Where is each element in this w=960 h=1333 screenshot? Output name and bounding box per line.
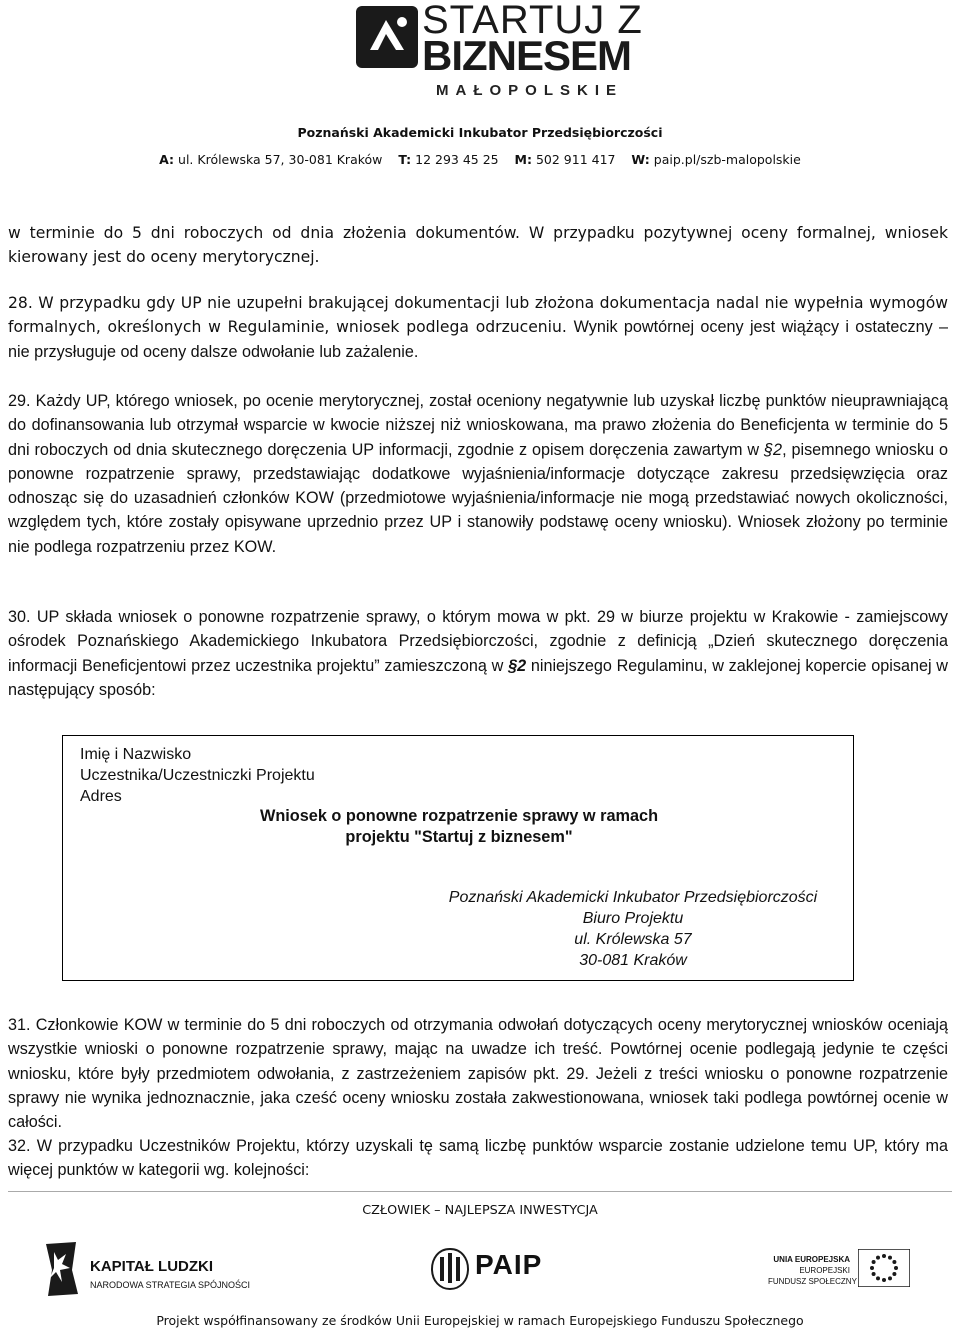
- eu-fund-logo: [768, 1245, 913, 1300]
- startup-logo-icon: [356, 6, 418, 68]
- paip-logo: [430, 1245, 543, 1295]
- kapital-ludzki-flag-icon: [42, 1240, 82, 1298]
- footer-slogan: CZŁOWIEK – NAJLEPSZA INWESTYCJA: [362, 1203, 598, 1218]
- envelope-recipient-office: Biuro Projektu: [582, 910, 684, 927]
- paragraph-31: 31. Członkowie KOW w terminie do 5 dni roboczych od otrzymania odwołań dotyczących oceny merytorycznej wniosków oceniają wszystkie wnioski o ponowne rozpatrzenie sprawy, mając na uwadze ich treść. Powtórnej ocenie podlegają jedynie te części wniosku, które były przedmiotem odwołania, z zastrzeżeniem zapisów pkt. 29. Jeżeli z treści wniosku o ponowne rozpatrzenie sprawy nie wynika jednoznacznie, jaka cześć oceny wniosku została zakwestionowana, wniosek taki podlega powtórnej ocenie w całości.: [8, 1016, 948, 1132]
- paragraph-30-text-end: niniejszego Regulaminu, w zaklejonej kopercie opisanej w następujący sposób:: [8, 656, 948, 699]
- eu-line-1: UNIA EUROPEJSKA: [773, 1255, 850, 1264]
- envelope-recipient-org: Poznański Akademicki Inkubator Przedsiębiorczości: [448, 889, 818, 906]
- logo-subtitle: MAŁOPOLSKIE: [436, 82, 624, 99]
- envelope-template-box: [62, 735, 854, 981]
- envelope-title-line-1: Wniosek o ponowne rozpatrzenie sprawy w ramach: [259, 807, 659, 825]
- paip-wordmark: PAIP: [475, 1249, 543, 1280]
- paragraph-29-text: 29. Każdy UP, którego wniosek, po ocenie merytorycznej, został oceniony negatywnie lub uzyskał liczbę punktów nieuprawniającą do dofinansowania lub otrzymał wsparcie w kwocie niższej niż wnioskowana, ma prawo złożenia do Beneficjenta w terminie do 5 dni roboczych od dnia skutecznego doręczenia UP informacji, zgodnie z opisem doręczenia zawartym w: [8, 392, 948, 459]
- startuj-z-biznesem-logo: [356, 0, 643, 100]
- web-link[interactable]: paip.pl/szb-malopolskie: [649, 152, 801, 167]
- eu-line-2: EUROPEJSKI: [799, 1266, 850, 1275]
- kapital-ludzki-title: KAPITAŁ LUDZKI: [90, 1258, 214, 1275]
- paragraph-30: [8, 605, 948, 702]
- address-value: ul. Królewska 57, 30-081 Kraków: [174, 152, 383, 167]
- footer-cofinancing-note: Projekt współfinansowany ze środków Unii Europejskiej w ramach Europejskiego Funduszu Społecznego: [156, 1313, 804, 1328]
- paip-emblem-icon: [430, 1247, 470, 1291]
- paragraph-29-ref: §2: [764, 440, 783, 459]
- logo-line-2: BIZNESEM: [422, 32, 632, 79]
- paragraph-30-ref: §2: [508, 656, 527, 675]
- address-label: A:: [159, 152, 175, 167]
- envelope-sender-role: Uczestnika/Uczestniczki Projektu: [80, 767, 315, 784]
- kapital-ludzki-logo: [42, 1240, 251, 1300]
- header-organization: Poznański Akademicki Inkubator Przedsiębiorczości: [297, 125, 663, 140]
- web-label: W:: [631, 152, 650, 167]
- eu-line-3: FUNDUSZ SPOŁECZNY: [768, 1277, 857, 1286]
- kapital-ludzki-subtitle: NARODOWA STRATEGIA SPÓJNOŚCI: [90, 1280, 251, 1290]
- envelope-recipient-street: ul. Królewska 57: [574, 931, 692, 948]
- paragraph-29-text-end: , pisemnego wniosku o ponowne rozpatrzenie sprawy, przedstawiając dodatkowe wyjaśnienia/informacje dotyczące zakresu przedsięwzięcia oraz odnosząc się do uzasadnień członków KOW (przedmiotowe wyjaśnienia/informacje nie mogą przedstawiać nowych okoliczności, względem tych, które zostały opisywane uprzednio przez UP i stanowiły podstawę oceny wniosku). Wniosek złożony po terminie nie podlega rozpatrzeniu przez KOW.: [8, 440, 948, 556]
- paragraph-30-text: 30. UP składa wniosek o ponowne rozpatrzenie sprawy, o którym mowa w pkt. 29 w biurze projektu w Krakowie - zamiejscowy ośrodek Poznańskiego Akademickiego Inkubatora Przedsiębiorczości, zgodnie z definicją „Dzień skutecznego doręczenia informacji Beneficjentowi przez uczestnika projektu” zamieszczoną w: [8, 608, 948, 675]
- paragraph-28: [8, 291, 948, 364]
- envelope-sender-name: Imię i Nazwisko: [80, 746, 192, 763]
- paragraph-29: [8, 389, 948, 559]
- mobile-value: 502 911 417: [532, 152, 616, 167]
- paragraph-32: 32. W przypadku Uczestników Projektu, którzy uzyskali tę samą liczbę punktów wsparcie zostanie udzielone temu UP, który ma więcej punktów w kategorii wg. kolejności:: [8, 1137, 948, 1180]
- header-contacts: [0, 152, 960, 167]
- mobile-label: M:: [514, 152, 532, 167]
- phone-label: T:: [398, 152, 412, 167]
- phone-value: 12 293 45 25: [411, 152, 499, 167]
- paragraph-28-part-a: 28. W przypadku gdy UP nie uzupełni brakującej dokumentacji lub złożona dokumentacja nadal nie wypełnia wymogów formalnych, określonych w Regulaminie, wniosek podlega odrzuceniu.: [8, 294, 948, 337]
- paragraph-28-part-b: Wynik powtórnej oceny jest wiążący i ostateczny – nie przysługuje od oceny dalsze odwołanie lub zażalenie.: [8, 318, 949, 361]
- footer-divider: [8, 1191, 952, 1192]
- envelope-title-line-2: projektu "Startuj z biznesem": [345, 828, 573, 846]
- envelope-recipient-city: 30-081 Kraków: [579, 952, 687, 969]
- eu-flag-icon: [858, 1249, 910, 1287]
- envelope-sender-address: Adres: [80, 788, 122, 805]
- logo-line-1: STARTUJ Z: [422, 0, 643, 42]
- paragraph-intro: w terminie do 5 dni roboczych od dnia złożenia dokumentów. W przypadku pozytywnej oceny formalnej, wniosek kierowany jest do oceny merytorycznej.: [8, 224, 948, 267]
